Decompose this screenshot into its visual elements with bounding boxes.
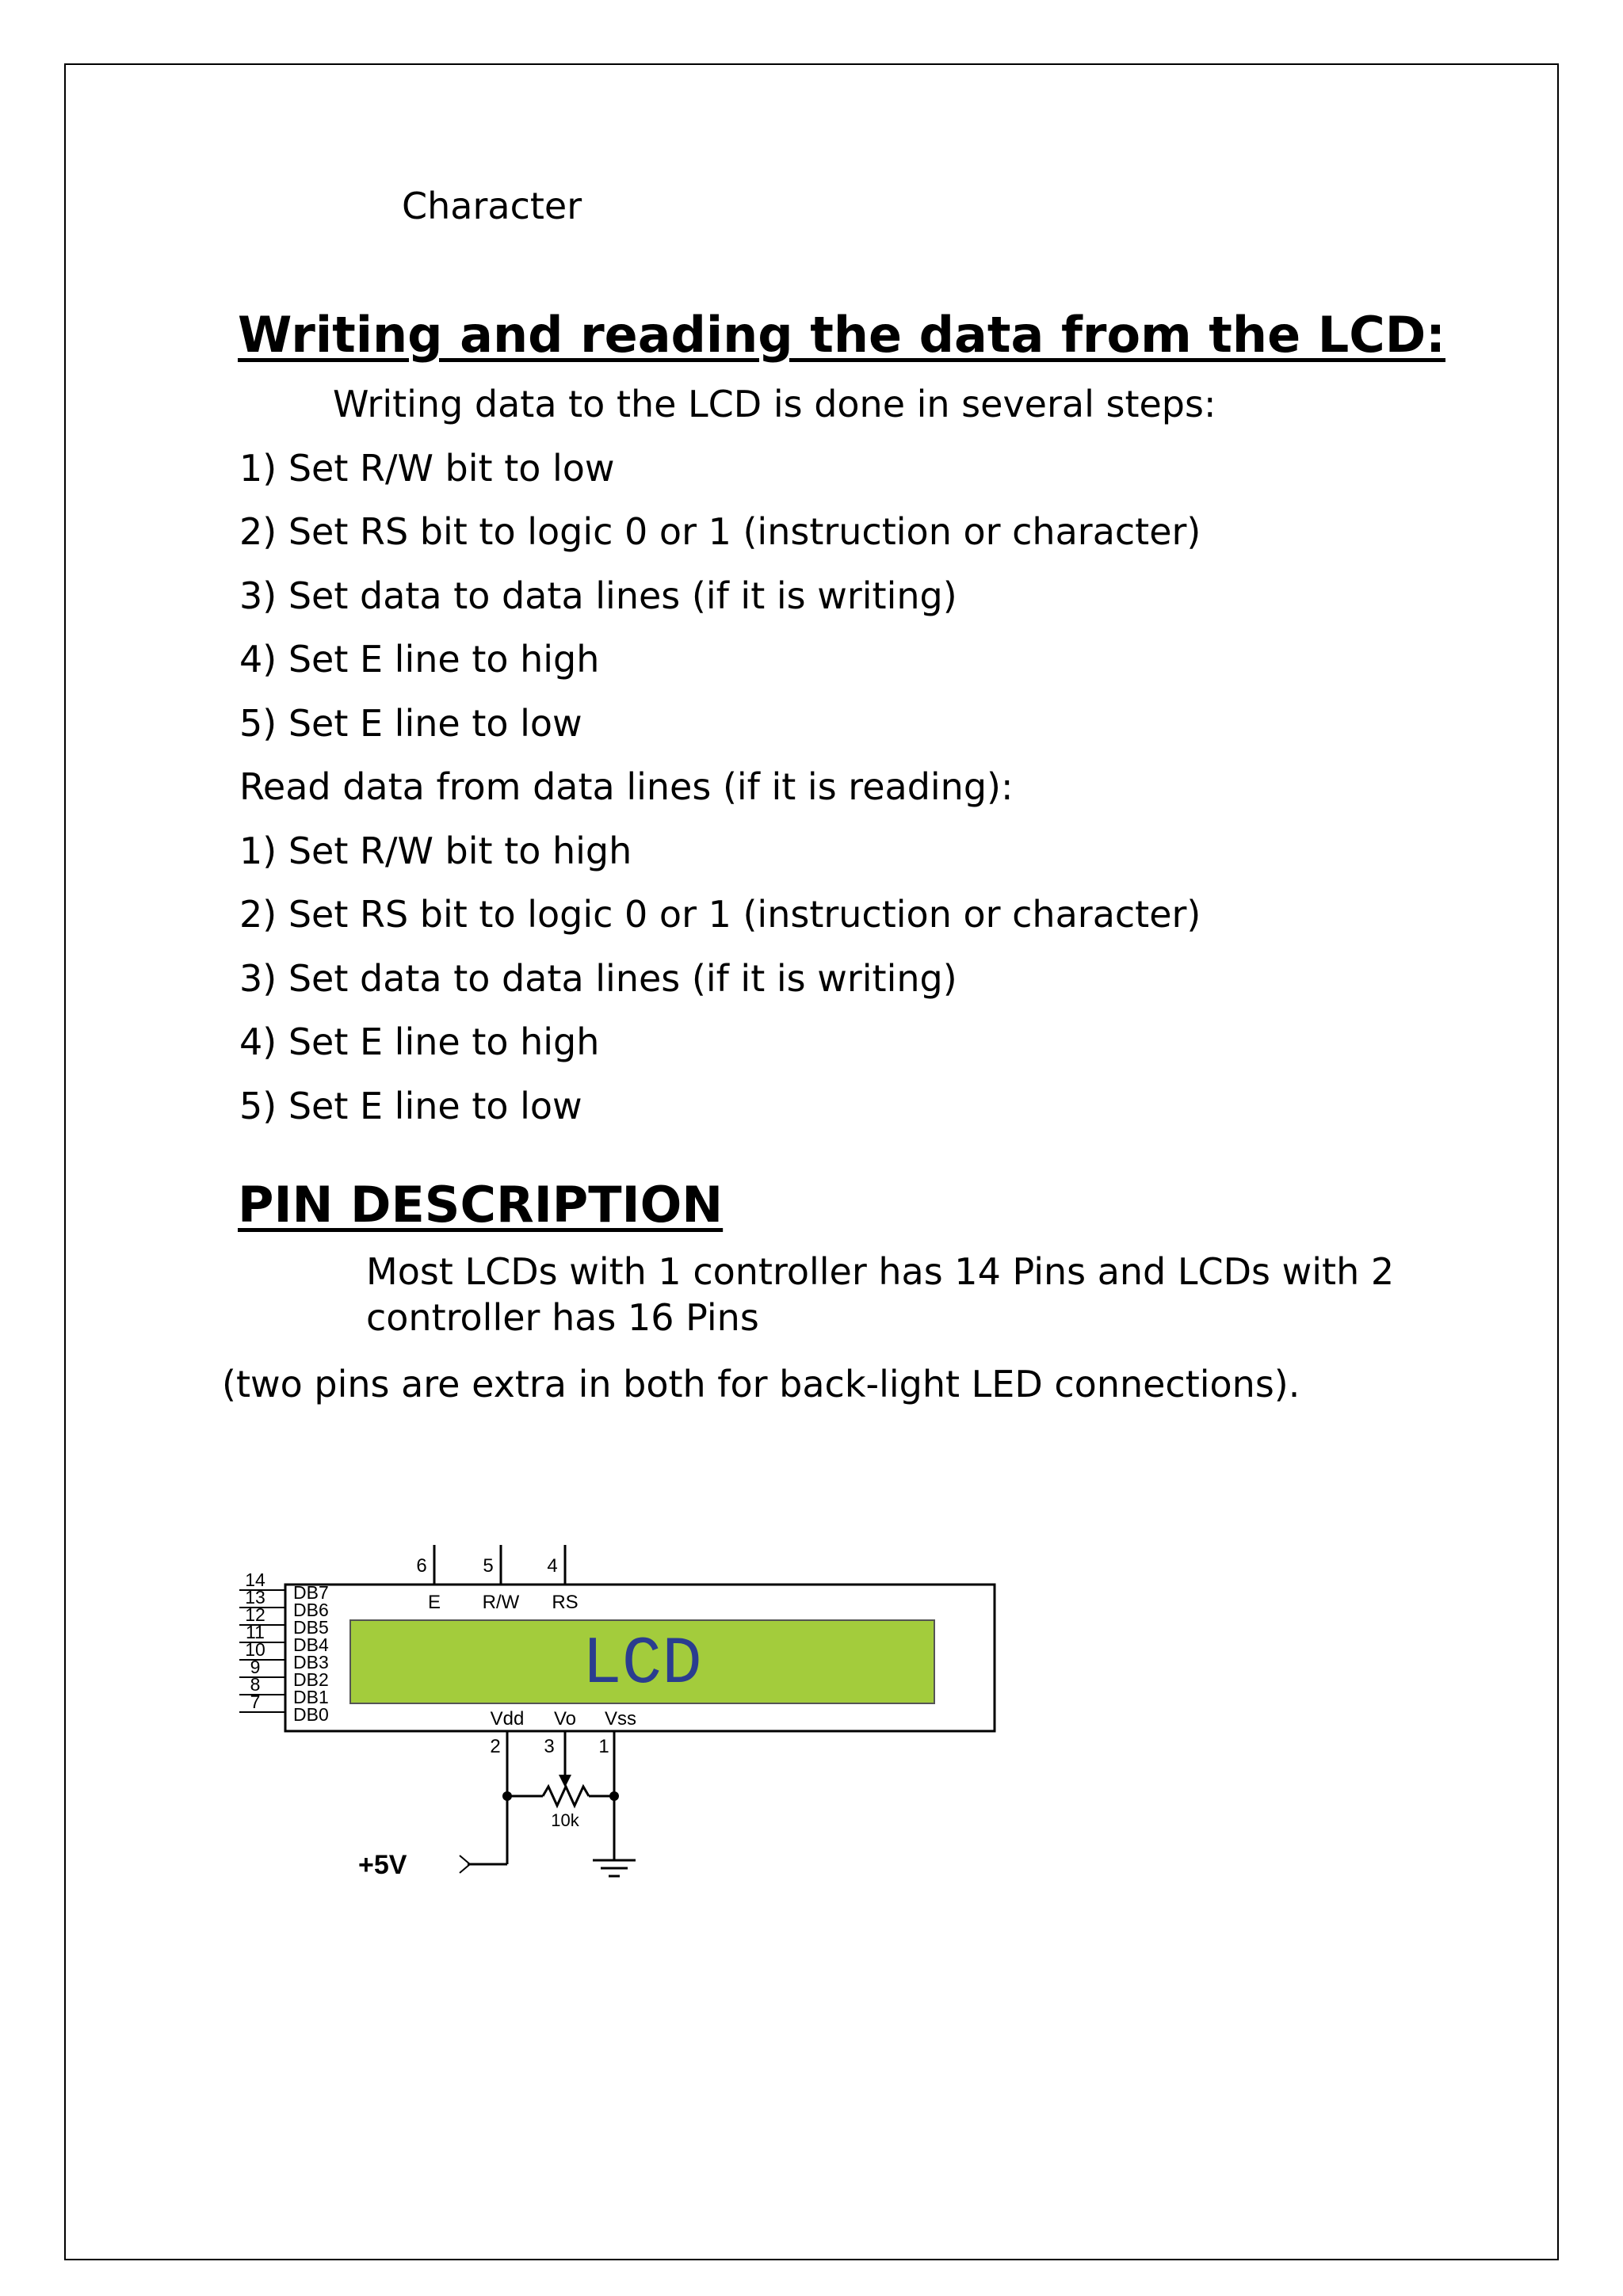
pin-number: 1 <box>598 1736 609 1757</box>
pin-label: E <box>427 1592 441 1613</box>
pin-number: 5 <box>483 1555 494 1577</box>
pin-label: Vss <box>604 1708 637 1730</box>
pin-number: 8 <box>250 1674 261 1695</box>
pin-description-line1: Most LCDs with 1 controller has 14 Pins and LCDs with 2 <box>366 1250 1395 1293</box>
pin-label: Vo <box>553 1708 577 1730</box>
section2-heading: PIN DESCRIPTION <box>238 1176 724 1234</box>
read-step: 4) Set E line to high <box>239 1020 600 1063</box>
pin-label: RS <box>552 1592 579 1613</box>
junction-dot <box>609 1791 619 1801</box>
pin-label: DB5 <box>293 1617 329 1638</box>
pin-label: DB0 <box>293 1704 329 1725</box>
pin-number: 7 <box>250 1691 261 1712</box>
pin-number: 2 <box>490 1736 501 1757</box>
write-step: 2) Set RS bit to logic 0 or 1 (instruction or character) <box>239 510 1201 553</box>
pin-number: 3 <box>544 1736 555 1757</box>
lcd-display-text: LCD <box>582 1627 702 1703</box>
read-intro: Read data from data lines (if it is reading): <box>239 765 1014 808</box>
pin-label: DB7 <box>293 1582 329 1603</box>
pin-number: 6 <box>416 1555 427 1577</box>
section1-heading: Writing and reading the data from the LCD: <box>238 306 1445 364</box>
pin-label: DB3 <box>293 1652 329 1672</box>
read-step: 5) Set E line to low <box>239 1085 582 1127</box>
pin-label: DB6 <box>293 1600 329 1620</box>
pin-description-line3: (two pins are extra in both for back-light LED connections). <box>222 1363 1300 1405</box>
top-pin-group <box>416 1545 578 1613</box>
read-step: 3) Set data to data lines (if it is writing) <box>239 957 957 1000</box>
junction-dot <box>502 1791 512 1801</box>
pin-number: 13 <box>245 1587 265 1608</box>
write-step: 3) Set data to data lines (if it is writing) <box>239 574 957 617</box>
potentiometer-label: 10k <box>551 1810 579 1830</box>
pin-number: 10 <box>245 1639 265 1660</box>
write-step: 1) Set R/W bit to low <box>239 447 615 490</box>
read-step: 2) Set RS bit to logic 0 or 1 (instruction or character) <box>239 893 1201 936</box>
write-step: 5) Set E line to low <box>239 702 582 745</box>
pin-label: DB2 <box>293 1669 329 1690</box>
pin-number: 11 <box>246 1622 265 1642</box>
top-label: Character <box>402 185 582 227</box>
pin-label: R/W <box>482 1592 520 1613</box>
pin-number: 9 <box>250 1657 261 1677</box>
section1-intro: Writing data to the LCD is done in several steps: <box>333 383 1216 425</box>
potentiometer-wiper-arrow <box>559 1775 571 1787</box>
pin-label: Vdd <box>490 1708 525 1730</box>
supply-voltage-label: +5V <box>358 1850 407 1880</box>
left-pin-group <box>239 1569 329 1725</box>
pin-number: 14 <box>245 1569 265 1590</box>
pin-label: DB4 <box>293 1634 329 1655</box>
pin-label: DB1 <box>293 1687 329 1707</box>
pin-description-line2: controller has 16 Pins <box>366 1296 759 1339</box>
lcd-pin-diagram <box>238 1545 1014 1901</box>
pin-number: 12 <box>245 1604 265 1625</box>
read-step: 1) Set R/W bit to high <box>239 830 632 872</box>
pin-number: 4 <box>547 1555 558 1577</box>
write-step: 4) Set E line to high <box>239 638 600 681</box>
